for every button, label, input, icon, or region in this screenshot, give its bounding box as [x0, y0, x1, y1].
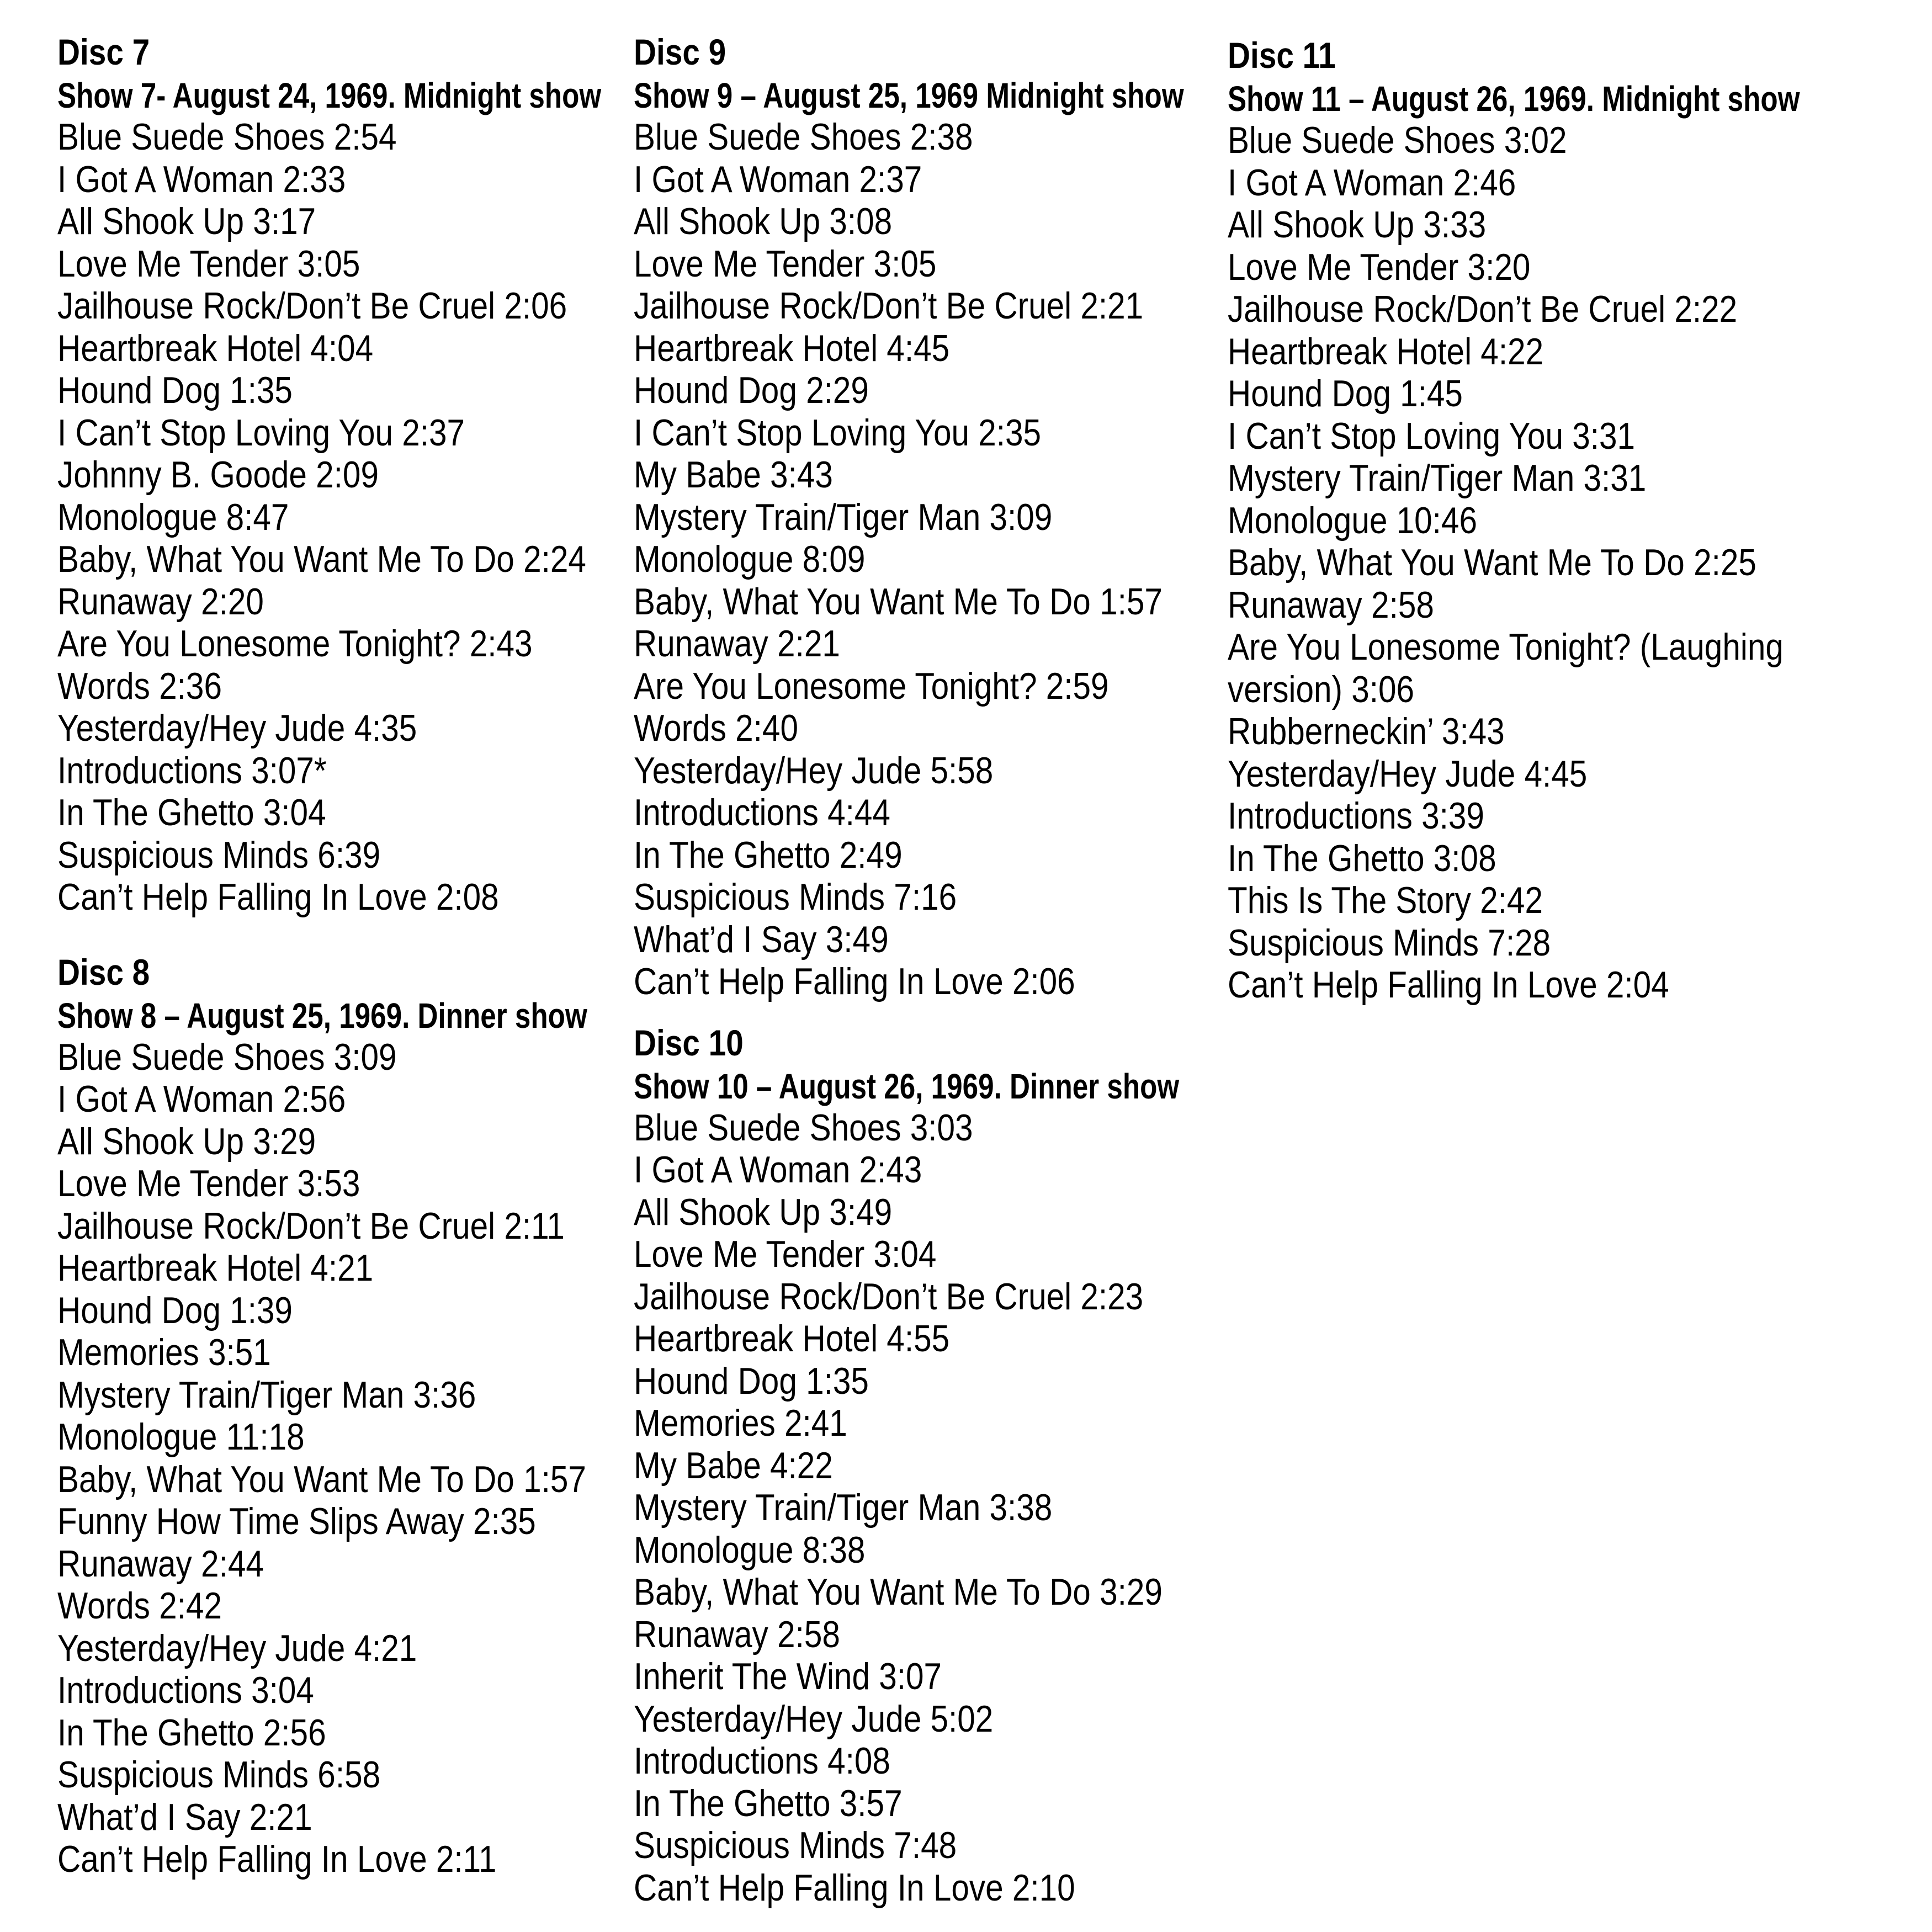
track-item: Mystery Train/Tiger Man 3:38 — [634, 1487, 1053, 1528]
track-item: Mystery Train/Tiger Man 3:09 — [634, 496, 1053, 538]
track-item: I Can’t Stop Loving You 3:31 — [1228, 415, 1636, 457]
track-item: Are You Lonesome Tonight? 2:59 — [634, 665, 1109, 707]
track-item: Runaway 2:44 — [57, 1542, 264, 1585]
track-item: Yesterday/Hey Jude 4:21 — [57, 1627, 417, 1669]
track-item: In The Ghetto 3:08 — [1228, 837, 1496, 879]
track-item: Suspicious Minds 6:39 — [57, 834, 381, 876]
track-item: Words 2:42 — [57, 1585, 222, 1627]
disc-title: Disc 10 — [634, 1022, 744, 1063]
track-item: Introductions 3:04 — [57, 1669, 314, 1711]
track-list — [634, 1107, 1219, 1909]
track-item: Mystery Train/Tiger Man 3:31 — [1228, 457, 1647, 499]
track-item: Heartbreak Hotel 4:55 — [634, 1318, 950, 1360]
track-item: Memories 2:41 — [634, 1402, 847, 1444]
track-item: Can’t Help Falling In Love 2:10 — [634, 1866, 1075, 1909]
track-item: Hound Dog 1:39 — [57, 1289, 293, 1331]
track-item: Memories 3:51 — [57, 1331, 271, 1373]
track-item: Hound Dog 1:35 — [57, 369, 293, 411]
track-item: What’d I Say 2:21 — [57, 1796, 312, 1838]
track-item: Blue Suede Shoes 3:02 — [1228, 119, 1567, 161]
track-item: My Babe 3:43 — [634, 454, 833, 496]
track-item: Baby, What You Want Me To Do 3:29 — [634, 1571, 1163, 1613]
track-item: Mystery Train/Tiger Man 3:36 — [57, 1373, 476, 1416]
disc-7 — [57, 29, 615, 919]
track-item: Jailhouse Rock/Don’t Be Cruel 2:11 — [57, 1204, 565, 1247]
track-item: What’d I Say 3:49 — [634, 918, 889, 960]
track-item: Heartbreak Hotel 4:21 — [57, 1247, 374, 1289]
column-middle — [634, 29, 1219, 1909]
show-heading: Show 11 – August 26, 1969. Midnight show — [1228, 79, 1800, 119]
track-item: I Got A Woman 2:33 — [57, 158, 346, 200]
track-item: Are You Lonesome Tonight? 2:43 — [57, 623, 533, 665]
track-list — [1228, 119, 1862, 1006]
track-item: Yesterday/Hey Jude 4:45 — [1228, 752, 1588, 795]
track-item: Yesterday/Hey Jude 4:35 — [57, 707, 417, 749]
track-list — [57, 116, 615, 919]
track-item: All Shook Up 3:17 — [57, 200, 316, 242]
track-item: Yesterday/Hey Jude 5:02 — [634, 1697, 994, 1740]
track-item: Johnny B. Goode 2:09 — [57, 454, 379, 496]
track-item: Suspicious Minds 7:28 — [1228, 921, 1551, 964]
track-item: Baby, What You Want Me To Do 2:24 — [57, 538, 586, 580]
track-item: Love Me Tender 3:53 — [57, 1163, 360, 1204]
disc-11 — [1228, 32, 1862, 1006]
disc-10 — [634, 1020, 1219, 1909]
disc-title: Disc 11 — [1228, 35, 1336, 76]
track-item: Jailhouse Rock/Don’t Be Cruel 2:23 — [634, 1275, 1144, 1318]
track-item: In The Ghetto 3:04 — [57, 792, 326, 834]
track-item: My Babe 4:22 — [634, 1444, 833, 1487]
track-item: Hound Dog 2:29 — [634, 369, 869, 411]
track-item: Baby, What You Want Me To Do 2:25 — [1228, 542, 1756, 583]
track-item: Blue Suede Shoes 3:09 — [57, 1036, 397, 1078]
track-item: Love Me Tender 3:05 — [634, 242, 937, 285]
track-item: I Got A Woman 2:56 — [57, 1078, 346, 1120]
track-item: Runaway 2:21 — [634, 623, 840, 665]
track-item: Jailhouse Rock/Don’t Be Cruel 2:22 — [1228, 288, 1738, 330]
disc-8 — [57, 949, 615, 1881]
track-item: Heartbreak Hotel 4:22 — [1228, 330, 1544, 373]
track-item: Yesterday/Hey Jude 5:58 — [634, 749, 994, 792]
track-item: Monologue 10:46 — [1228, 499, 1477, 542]
disc-title: Disc 8 — [57, 951, 150, 992]
track-item: I Got A Woman 2:43 — [634, 1149, 922, 1191]
track-item: Heartbreak Hotel 4:45 — [634, 327, 950, 369]
track-item: Words 2:40 — [634, 707, 798, 749]
track-item: Can’t Help Falling In Love 2:11 — [57, 1838, 497, 1880]
show-heading: Show 8 – August 25, 1969. Dinner show — [57, 995, 587, 1036]
column-left — [57, 29, 615, 1881]
track-item: Hound Dog 1:45 — [1228, 373, 1463, 415]
track-item: Monologue 8:38 — [634, 1528, 866, 1571]
track-item: Monologue 8:09 — [634, 538, 866, 580]
show-heading: Show 7- August 24, 1969. Midnight show — [57, 76, 602, 115]
track-item: Baby, What You Want Me To Do 1:57 — [634, 580, 1163, 623]
track-item: Suspicious Minds 7:48 — [634, 1824, 957, 1866]
track-list — [634, 116, 1219, 1003]
track-item: In The Ghetto 3:57 — [634, 1782, 903, 1824]
track-item: Are You Lonesome Tonight? (Laughing version) 3:06 — [1228, 626, 1784, 710]
track-item: Baby, What You Want Me To Do 1:57 — [57, 1458, 586, 1500]
track-item: I Can’t Stop Loving You 2:37 — [57, 411, 465, 454]
track-item: Suspicious Minds 6:58 — [57, 1754, 381, 1796]
track-item: Runaway 2:58 — [634, 1613, 840, 1655]
track-item: Blue Suede Shoes 2:54 — [57, 116, 397, 158]
track-item: Jailhouse Rock/Don’t Be Cruel 2:21 — [634, 285, 1144, 327]
track-list — [57, 1036, 615, 1881]
track-item: Runaway 2:58 — [1228, 583, 1434, 626]
track-item: Can’t Help Falling In Love 2:04 — [1228, 964, 1669, 1006]
track-item: Can’t Help Falling In Love 2:08 — [57, 876, 499, 918]
track-item: I Can’t Stop Loving You 2:35 — [634, 411, 1042, 454]
track-item: Love Me Tender 3:05 — [57, 242, 360, 285]
show-heading: Show 9 – August 25, 1969 Midnight show — [634, 76, 1184, 115]
track-item: All Shook Up 3:33 — [1228, 204, 1487, 246]
track-item: Introductions 3:39 — [1228, 795, 1484, 837]
track-item: Jailhouse Rock/Don’t Be Cruel 2:06 — [57, 285, 567, 327]
track-item: In The Ghetto 2:49 — [634, 834, 903, 876]
track-item: All Shook Up 3:49 — [634, 1191, 893, 1233]
show-heading: Show 10 – August 26, 1969. Dinner show — [634, 1066, 1180, 1106]
track-item: Blue Suede Shoes 3:03 — [634, 1106, 973, 1149]
track-item: Suspicious Minds 7:16 — [634, 876, 957, 918]
track-item: Love Me Tender 3:20 — [1228, 246, 1531, 288]
track-item: All Shook Up 3:29 — [57, 1120, 316, 1163]
track-item: Rubberneckin’ 3:43 — [1228, 710, 1505, 752]
track-item: Introductions 4:44 — [634, 792, 890, 834]
column-right — [1228, 32, 1862, 1006]
track-item: All Shook Up 3:08 — [634, 200, 893, 242]
track-item: Funny How Time Slips Away 2:35 — [57, 1500, 536, 1542]
track-item: Introductions 3:07* — [57, 749, 327, 792]
track-item: I Got A Woman 2:46 — [1228, 161, 1516, 204]
track-item: I Got A Woman 2:37 — [634, 158, 922, 200]
track-item: Blue Suede Shoes 2:38 — [634, 116, 973, 158]
track-item: This Is The Story 2:42 — [1228, 879, 1543, 921]
track-item: In The Ghetto 2:56 — [57, 1711, 326, 1754]
track-item: Introductions 4:08 — [634, 1740, 890, 1782]
track-item: Love Me Tender 3:04 — [634, 1233, 937, 1275]
disc-9 — [634, 29, 1219, 1003]
track-item: Monologue 8:47 — [57, 496, 289, 538]
track-item: Inherit The Wind 3:07 — [634, 1655, 942, 1697]
track-item: Words 2:36 — [57, 665, 222, 707]
track-item: Can’t Help Falling In Love 2:06 — [634, 960, 1075, 1002]
track-item: Runaway 2:20 — [57, 580, 264, 623]
track-item: Hound Dog 1:35 — [634, 1360, 869, 1402]
track-item: Monologue 11:18 — [57, 1416, 305, 1458]
disc-title: Disc 7 — [57, 31, 150, 72]
disc-title: Disc 9 — [634, 31, 726, 72]
track-item: Heartbreak Hotel 4:04 — [57, 327, 374, 369]
